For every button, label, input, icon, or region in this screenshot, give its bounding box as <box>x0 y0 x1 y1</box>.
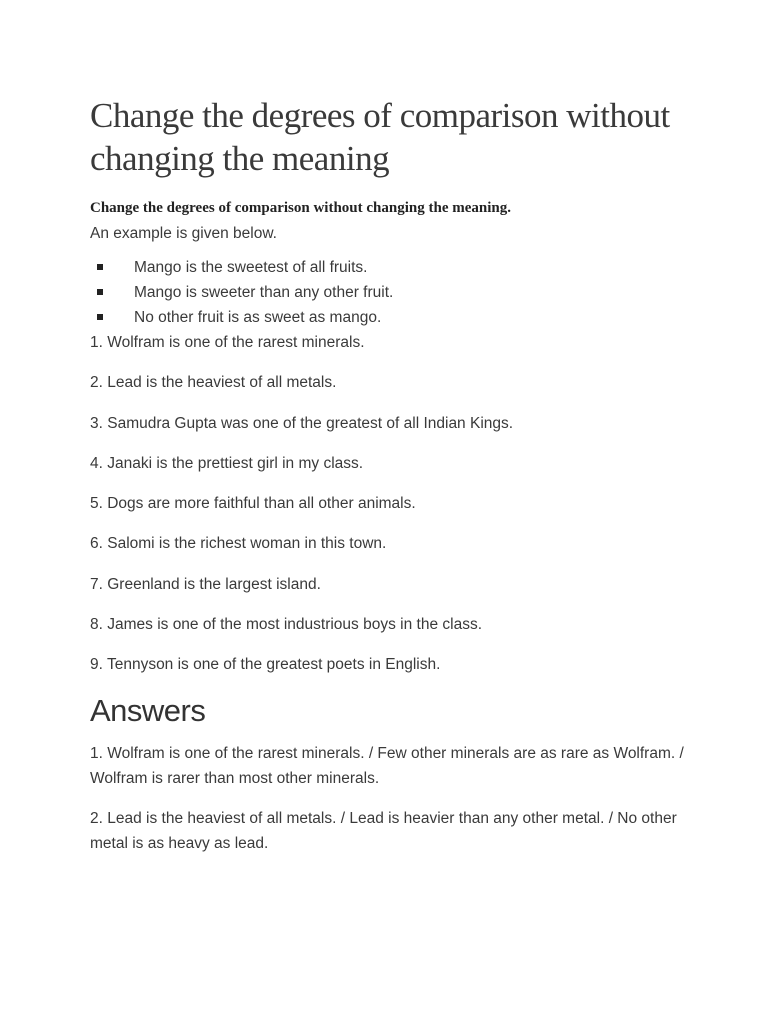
example-item <box>90 305 690 330</box>
question-item: 1. Wolfram is one of the rarest minerals. <box>90 334 365 351</box>
question-item: 9. Tennyson is one of the greatest poets in English. <box>90 656 441 674</box>
question-item: 2. Lead is the heaviest of all metals. <box>90 374 337 392</box>
answer-list <box>90 741 690 856</box>
question-list <box>90 330 690 677</box>
square-bullet-icon <box>97 314 103 320</box>
question-item: 3. Samudra Gupta was one of the greatest of all Indian Kings. <box>90 414 514 432</box>
example-text: Mango is sweeter than any other fruit. <box>134 284 394 301</box>
example-list <box>90 255 690 330</box>
answer-item: 1. Wolfram is one of the rarest minerals. / Few other minerals are as rare as Wolfram. / Wolfram is rarer than most other minerals. <box>90 744 684 787</box>
question-item: 6. Salomi is the richest woman in this town. <box>90 535 387 553</box>
page-title: Change the degrees of comparison without changing the meaning <box>90 96 670 178</box>
example-item <box>90 255 690 280</box>
question-item: 8. James is one of the most industrious boys in the class. <box>90 616 482 634</box>
question-item: 5. Dogs are more faithful than all other animals. <box>90 495 416 513</box>
answer-item: 2. Lead is the heaviest of all metals. / Lead is heavier than any other metal. / No other metal is as heavy as lead. <box>90 809 677 852</box>
example-text: Mango is the sweetest of all fruits. <box>134 259 368 276</box>
intro-text: An example is given below. <box>90 225 277 242</box>
question-item: 4. Janaki is the prettiest girl in my class. <box>90 454 364 472</box>
example-text: No other fruit is as sweet as mango. <box>134 309 382 326</box>
square-bullet-icon <box>97 289 103 295</box>
document-page <box>90 94 690 871</box>
answers-heading: Answers <box>90 692 206 728</box>
example-item <box>90 280 690 305</box>
question-item: 7. Greenland is the largest island. <box>90 575 321 593</box>
square-bullet-icon <box>97 264 103 270</box>
instruction-text: Change the degrees of comparison without changing the meaning. <box>90 200 511 216</box>
